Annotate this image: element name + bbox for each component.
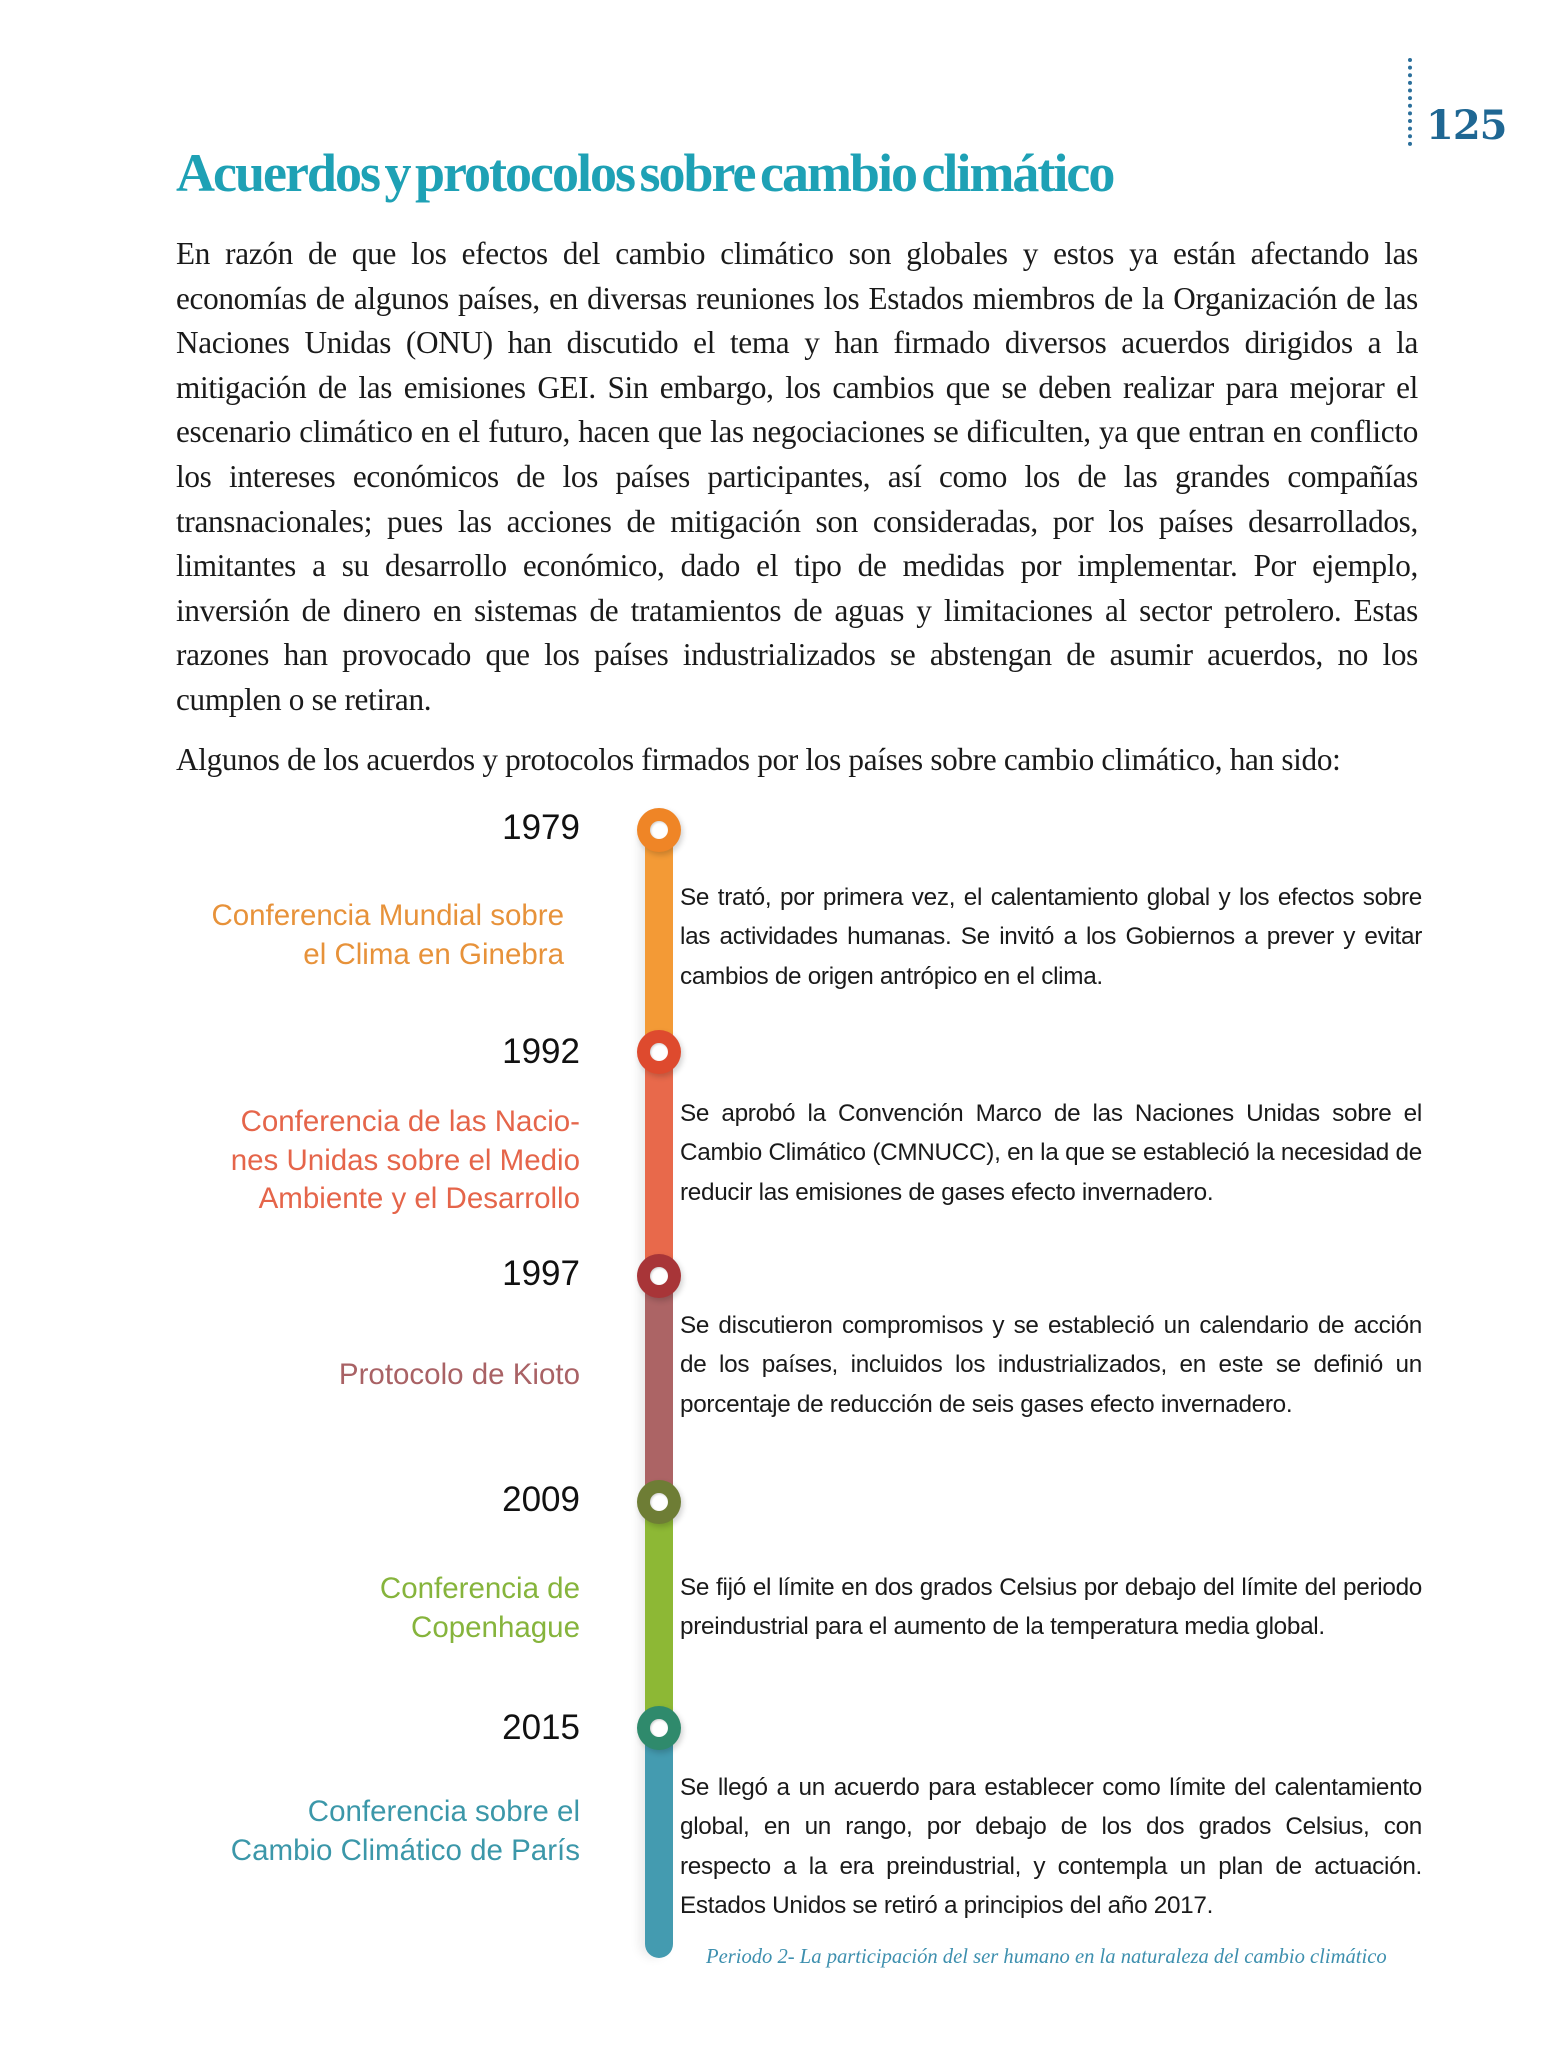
timeline-segment-2015 <box>645 1726 673 1958</box>
page-number: 125 <box>1426 102 1507 149</box>
event-name-line: Conferencia de <box>379 1572 580 1605</box>
event-name-line: nes Unidas sobre el Medio <box>230 1143 580 1177</box>
event-year: 2009 <box>502 1480 580 1519</box>
event-name-line: el Clima en Ginebra <box>303 937 564 971</box>
event-name-line: Conferencia de las Nacio- <box>240 1105 580 1138</box>
event-description: Se fijó el límite en dos grados Celsius por debajo del límite del periodo preindustrial para el aumento de la temperatura media global. <box>680 1574 1422 1641</box>
node-hole-icon <box>650 821 668 839</box>
event-name <box>380 1570 580 1647</box>
event-year: 1997 <box>502 1254 580 1293</box>
timeline-segment-2009 <box>645 1500 673 1726</box>
event-year: 2015 <box>502 1708 580 1747</box>
event-name-line: Ambiente y el Desarrollo <box>258 1182 580 1215</box>
node-hole-icon <box>650 1267 668 1285</box>
timeline-segment-1979 <box>645 830 673 1052</box>
event-year: 1992 <box>502 1032 580 1071</box>
event-name <box>231 1793 580 1870</box>
node-hole-icon <box>650 1043 668 1061</box>
event-name <box>231 1103 580 1219</box>
timeline-node-1992 <box>637 1030 681 1074</box>
timeline-segment-1997 <box>645 1274 673 1500</box>
timeline-node-2015 <box>637 1706 681 1750</box>
event-description: Se trató, por primera vez, el calentamiento global y los efectos sobre las actividades humanas. Se invitó a los Gobiernos a prever y evitar cambios de origen antrópico en el clima. <box>680 884 1422 990</box>
page-title: Acuerdos y protocolos sobre cambio climático <box>176 143 1114 203</box>
event-name-line: Protocolo de Kioto <box>338 1358 580 1391</box>
page-footer: Periodo 2- La participación del ser humano en la naturaleza del cambio climático <box>706 1946 1387 1968</box>
timeline-node-1997 <box>637 1254 681 1298</box>
event-name <box>339 1356 580 1395</box>
timeline-node-2009 <box>637 1480 681 1524</box>
event-name-line: Conferencia sobre el <box>307 1795 580 1828</box>
timeline-node-1979 <box>637 808 681 852</box>
event-name-line: Cambio Climático de París <box>230 1833 580 1867</box>
lead-sentence: Algunos de los acuerdos y protocolos firmados por los países sobre cambio climático, han sido: <box>176 742 1341 777</box>
event-name-line: Conferencia Mundial sobre <box>211 899 564 932</box>
intro-paragraph: En razón de que los efectos del cambio climático son globales y estos ya están afectando las economías de algunos países, en diversas reuniones los Estados miembros de la Organización de las Naciones Unidas (ONU) han discutido el tema y han firmado diversos acuerdos dirigidos a la mitigación de las emisiones GEI. Sin embargo, los cambios que se deben realizar para mejorar el escenario climático en el futuro, hacen que las negociaciones se dificulten, ya que entran en conflicto los intereses económicos de los países participantes, así como los de las grandes compañías transnacionales; pues las acciones de mitigación son consideradas, por los países desarrollados, limitantes a su desarrollo económico, dado el tipo de medidas por implementar. Por ejemplo, inversión de dinero en sistemas de tratamientos de aguas y limitaciones al sector petrolero. Estas razones han provocado que los países industrializados se abstengan de asumir acuerdos, no los cumplen o se retiran. <box>176 236 1418 717</box>
event-year: 1979 <box>502 808 580 847</box>
timeline-segment-1992 <box>645 1052 673 1274</box>
page-number-marker <box>1408 58 1507 149</box>
node-hole-icon <box>650 1493 668 1511</box>
event-name-line: Copenhague <box>411 1610 580 1644</box>
event-description: Se aprobó la Convención Marco de las Naciones Unidas sobre el Cambio Climático (CMNUCC), en la que se estableció la necesidad de reducir las emisiones de gases efecto invernadero. <box>680 1100 1422 1206</box>
event-name <box>211 897 564 974</box>
event-description: Se discutieron compromisos y se estableció un calendario de acción de los países, incluidos los industrializados, en este se definió un porcentaje de reducción de seis gases efecto invernadero. <box>680 1312 1422 1418</box>
event-description: Se llegó a un acuerdo para establecer como límite del calentamiento global, en un rango, por debajo de los dos grados Celsius, con respecto a la era preindustrial, y contempla un plan de actuación. Estados Unidos se retiró a principios del año 2017. <box>680 1774 1422 1919</box>
node-hole-icon <box>650 1719 668 1737</box>
